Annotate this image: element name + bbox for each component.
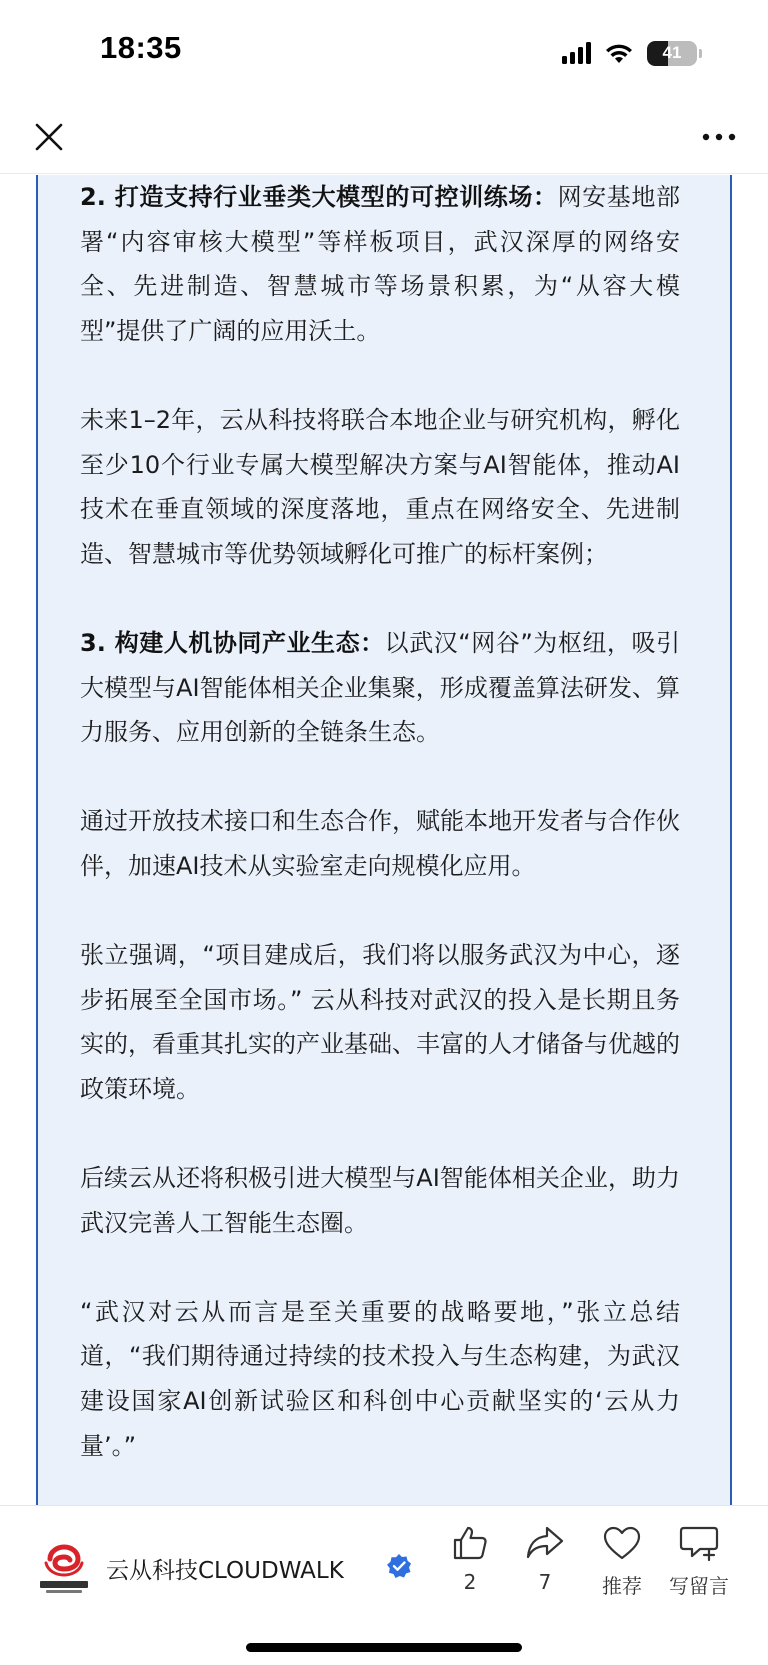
- paragraph-heading: 2. 打造支持行业垂类大模型的可控训练场：: [80, 183, 558, 211]
- paragraph-text: 未来1–2年，云从科技将联合本地企业与研究机构，孵化至少10个行业专属大模型解决方案与AI智能体，推动AI技术在垂直领域的深度落地，重点在网络安全、先进制造、智慧城市等优势领域孵化可推广的标杆案例；: [80, 405, 680, 568]
- cellular-signal-icon: [562, 42, 591, 64]
- paragraph-heading: 3. 构建人机协同产业生态：: [80, 628, 385, 657]
- cloudwalk-logo-icon[interactable]: [36, 1541, 92, 1597]
- paragraph-text: 后续云从还将积极引进大模型与AI智能体相关企业，助力武汉完善人工智能生态圈。: [80, 1164, 680, 1237]
- comment-label: 写留言: [669, 1574, 729, 1598]
- share-button[interactable]: [505, 1524, 585, 1594]
- recommend-label: 推荐: [602, 1574, 642, 1598]
- comment-button[interactable]: [659, 1524, 739, 1599]
- share-count: 7: [538, 1570, 552, 1594]
- article-paragraph: [80, 799, 680, 888]
- paragraph-text: 张立强调，“项目建成后，我们将以服务武汉为中心，逐步拓展至全国市场。” 云从科技对武汉的投入是长期且务实的，看重其扎实的产业基础、丰富的人才储备与优越的政策环境。: [80, 941, 680, 1103]
- like-button[interactable]: [430, 1524, 510, 1594]
- more-icon: [702, 133, 736, 141]
- heart-icon: [602, 1524, 642, 1562]
- status-bar: [0, 0, 768, 100]
- comment-add-icon: [678, 1524, 720, 1562]
- bottom-bar: [0, 1505, 768, 1665]
- account-name[interactable]: 云从科技CLOUDWALK: [106, 1558, 344, 1584]
- paragraph-text: 通过开放技术接口和生态合作，赋能本地开发者与合作伙伴，加速AI技术从实验室走向规模化应用。: [80, 807, 680, 880]
- recommend-button[interactable]: [582, 1524, 662, 1599]
- article-paragraph: [80, 933, 680, 1111]
- close-icon: [34, 122, 64, 152]
- like-count: 2: [463, 1570, 477, 1594]
- thumbs-up-icon: [451, 1524, 489, 1562]
- article-paragraph: [80, 398, 680, 576]
- article-paragraph: [80, 621, 680, 755]
- paragraph-text: “武汉对云从而言是至关重要的战略要地，”张立总结道，“我们期待通过持续的技术投入与生态构建，为武汉建设国家AI创新试验区和科创中心贡献坚实的‘云从力量’。”: [80, 1297, 680, 1460]
- share-icon: [525, 1524, 565, 1562]
- close-button[interactable]: [26, 114, 72, 160]
- paragraph-text: 网安基地部署“内容审核大模型”等样板项目，武汉深厚的网络安全、先进制造、智慧城市等场景积累，为“从容大模型”提供了广阔的应用沃土。: [80, 183, 680, 345]
- article-viewport[interactable]: [0, 175, 768, 1505]
- more-button[interactable]: [694, 114, 744, 160]
- nav-bar: [0, 100, 768, 174]
- status-time: 18:35: [100, 30, 182, 65]
- article-body: [80, 175, 680, 1505]
- verified-badge-icon: [386, 1553, 412, 1579]
- article-paragraph: [80, 1156, 680, 1245]
- battery-cap: [699, 49, 702, 58]
- battery-level: 41: [662, 43, 682, 62]
- article-paragraph: [80, 175, 680, 353]
- status-icons: [562, 38, 702, 68]
- battery-icon: [647, 41, 697, 66]
- article-paragraph: [80, 1290, 680, 1468]
- paragraph-text: 以武汉“网谷”为枢纽，吸引大模型与AI智能体相关企业集聚，形成覆盖算法研发、算力服务、应用创新的全链条生态。: [80, 628, 680, 747]
- wifi-icon: [603, 41, 635, 65]
- home-indicator[interactable]: [246, 1643, 522, 1652]
